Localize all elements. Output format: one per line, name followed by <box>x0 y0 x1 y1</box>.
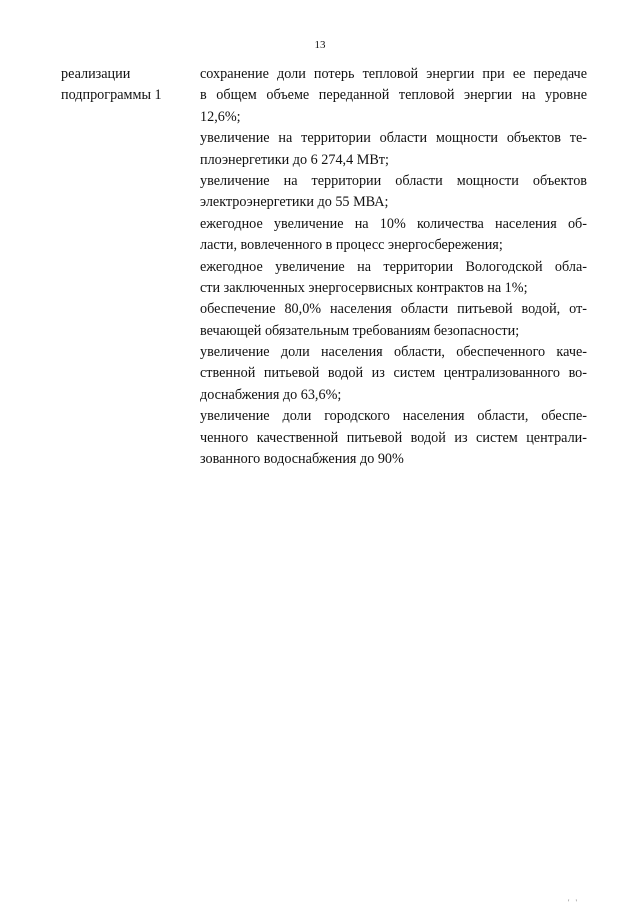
list-item-line: зованного водоснабжения до 90% <box>200 451 404 468</box>
scan-mark: ' ' <box>568 898 579 907</box>
list-item-line: сти заключенных энергосервисных контрактов на 1%; <box>200 279 528 296</box>
list-item-line: ежегодное увеличение на территории Вологодской обла- <box>200 258 587 275</box>
list-item-line: увеличение доли населения области, обеспеченного каче- <box>200 344 587 361</box>
list-item-line: ственной питьевой водой из систем централизованного во- <box>200 365 587 382</box>
list-item-line: увеличение на территории области мощности объектов те- <box>200 130 587 147</box>
list-item-line: сохранение доли потерь тепловой энергии при ее передаче <box>200 66 587 82</box>
row-label <box>61 64 191 107</box>
list-item-line: увеличение на территории области мощности объектов <box>200 172 587 189</box>
list-item-line: доснабжения до 63,6%; <box>200 386 342 403</box>
row-label-line-1: реализации <box>61 66 131 82</box>
list-item-line: электроэнергетики до 55 МВА; <box>200 194 389 211</box>
results-list <box>200 64 587 470</box>
list-item-line: плоэнергетики до 6 274,4 МВт; <box>200 151 389 168</box>
page-number: 13 <box>314 39 326 51</box>
list-item-line: 12,6%; <box>200 108 241 125</box>
list-item-line: в общем объеме переданной тепловой энергии на уровне <box>200 87 587 104</box>
list-item-line: вечающей обязательным требованиям безопасности; <box>200 322 520 339</box>
list-item-line: ченного качественной питьевой водой из систем централи- <box>200 429 587 446</box>
list-item-line: ежегодное увеличение на 10% количества населения об- <box>200 215 587 232</box>
list-item-line: увеличение доли городского населения области, обеспе- <box>200 408 587 425</box>
list-item-line: обеспечение 80,0% населения области питьевой водой, от- <box>200 301 587 318</box>
list-item-line: ласти, вовлеченного в процесс энергосбережения; <box>200 237 503 254</box>
row-label-line-2: подпрограммы 1 <box>61 87 162 104</box>
